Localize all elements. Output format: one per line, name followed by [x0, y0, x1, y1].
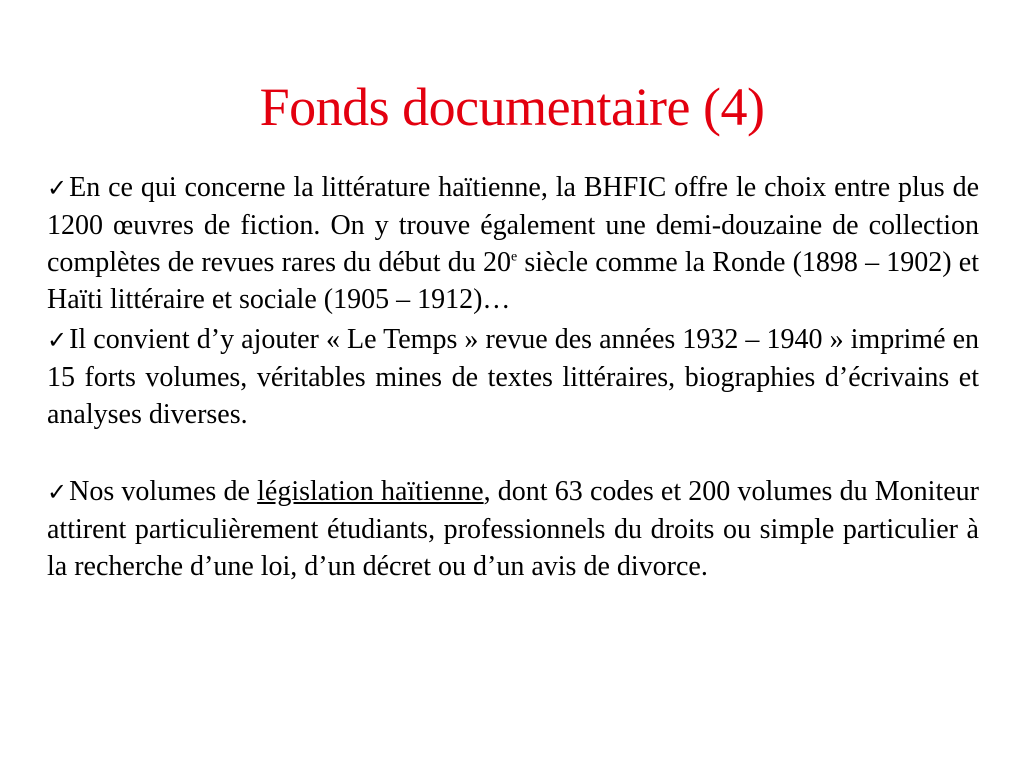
bullet-text-continued: siècle comme la Ronde (1898 – 1902) et Haïti littéraire et sociale (1905 – 1912)… — [47, 247, 979, 315]
slide-body — [47, 169, 979, 585]
bullet-text: En ce qui concerne la littérature haïtienne, la BHFIC offre le choix entre plus de 1200 œuvres de fiction. On y trouve également une demi-douzaine de collection complètes de revues rares du début du 20 — [47, 172, 979, 278]
bullet-item-legislation — [47, 473, 979, 585]
bullet-item-le-temps — [47, 321, 979, 433]
checkmark-icon: ✓ — [47, 478, 68, 506]
slide-title: Fonds documentaire (4) — [259, 77, 765, 137]
bullet-text: Nos volumes de — [69, 476, 258, 507]
checkmark-icon: ✓ — [47, 326, 68, 354]
checkmark-icon: ✓ — [47, 174, 68, 202]
superscript: e — [510, 249, 518, 265]
bullet-text: Il convient d’y ajouter « Le Temps » revue des années 1932 – 1940 » imprimé en 15 forts volumes, véritables mines de textes littéraires, biographies d’écrivains et analyses diverses. — [47, 324, 979, 430]
bullet-item-literature — [47, 169, 979, 318]
underlined-term: législation haïtienne — [257, 476, 484, 507]
bullet-text-continued: , dont 63 codes et 200 volumes du Moniteur attirent particulièrement étudiants, professionnels du droits ou simple particulier à la recherche d’une loi, d’un décret ou d’un avis de divorce. — [47, 476, 979, 582]
